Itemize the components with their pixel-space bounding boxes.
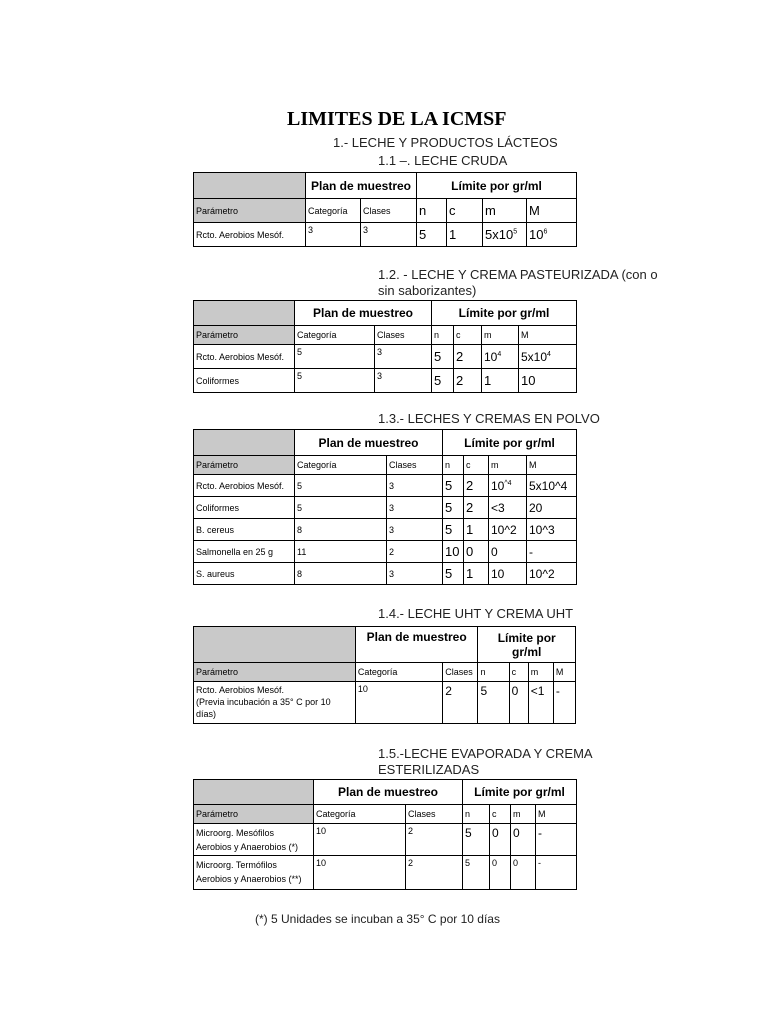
col-m-upper: M — [519, 326, 577, 345]
cat-cell: 10 — [314, 856, 406, 890]
m-cell: $10^{\^{}4}$ — [489, 475, 527, 497]
clases-cell: 3 — [387, 475, 443, 497]
c-cell: 0 — [490, 824, 511, 856]
table-leches-polvo — [193, 429, 577, 585]
clases-cell: 3 — [387, 497, 443, 519]
table-row — [194, 519, 577, 541]
c-cell: 1 — [464, 519, 489, 541]
clases-cell: 2 — [406, 856, 463, 890]
n-cell: 5 — [432, 369, 454, 393]
col-n: n — [443, 456, 464, 475]
table3-heading: 1.3.- LECHES Y CREMAS EN POLVO — [378, 411, 600, 426]
param-cell: B. cereus — [194, 519, 295, 541]
plan-header: Plan de muestreo — [295, 430, 443, 456]
param-cell: Salmonella en 25 g — [194, 541, 295, 563]
cat-cell: 10 — [355, 682, 442, 724]
param-cell: Coliformes — [194, 497, 295, 519]
plan-header: Plan de muestreo — [295, 301, 432, 326]
M-cell: 5x10^4 — [527, 475, 577, 497]
col-m-lower: m — [482, 326, 519, 345]
cat-cell: 11 — [295, 541, 387, 563]
col-m-upper: M — [553, 663, 575, 682]
col-m-lower: m — [511, 805, 536, 824]
col-m-lower: m — [489, 456, 527, 475]
col-categoria: Categoría — [295, 326, 375, 345]
c-cell: 0 — [490, 856, 511, 890]
param-cell: Microorg. Mesófilos Aerobios y Anaerobios (*) — [194, 824, 314, 856]
c-cell: 0 — [509, 682, 528, 724]
plan-header: Plan de muestreo — [306, 173, 417, 199]
col-clases: Clases — [443, 663, 478, 682]
cat-cell: 5 — [295, 345, 375, 369]
m-cell: $10^4$ — [482, 345, 519, 369]
col-clases: Clases — [406, 805, 463, 824]
M-cell: 10^3 — [527, 519, 577, 541]
m-cell: <1 — [528, 682, 553, 724]
limite-header: Límite por gr/ml — [432, 301, 577, 326]
header-blank — [194, 173, 306, 199]
plan-header: Plan de muestreo — [355, 627, 478, 663]
clases-cell: 3 — [361, 223, 417, 247]
col-c: c — [509, 663, 528, 682]
param-cell: Rcto. Aerobios Mesóf. — [194, 345, 295, 369]
n-cell: 5 — [463, 824, 490, 856]
M-cell: - — [536, 856, 577, 890]
table5-heading: 1.5.-LECHE EVAPORADA Y CREMA ESTERILIZADAS — [378, 746, 593, 777]
table-row — [194, 563, 577, 585]
table1-heading: 1.1 –. LECHE CRUDA — [378, 153, 508, 168]
table-leche-cruda — [193, 172, 577, 247]
col-clases: Clases — [387, 456, 443, 475]
table-row — [194, 369, 577, 393]
footnote: (*) 5 Unidades se incuban a 35° C por 10 días — [255, 912, 500, 926]
col-m-upper: M — [536, 805, 577, 824]
m-cell: <3 — [489, 497, 527, 519]
col-m-upper: M — [527, 199, 577, 223]
c-cell: 2 — [454, 345, 482, 369]
n-cell: 5 — [443, 519, 464, 541]
M-cell: 10 — [519, 369, 577, 393]
table-row — [194, 475, 577, 497]
c-cell: 2 — [464, 497, 489, 519]
clases-cell: 2 — [387, 541, 443, 563]
table-leche-evaporada — [193, 779, 577, 890]
table2-heading: 1.2. - LECHE Y CREMA PASTEURIZADA (con o sin saborizantes) — [378, 267, 658, 298]
col-parametro: Parámetro — [194, 199, 306, 223]
n-cell: 5 — [443, 475, 464, 497]
m-cell: 0 — [511, 824, 536, 856]
col-categoria: Categoría — [306, 199, 361, 223]
cat-cell: 8 — [295, 563, 387, 585]
col-n: n — [463, 805, 490, 824]
col-n: n — [432, 326, 454, 345]
col-c: c — [490, 805, 511, 824]
c-cell: 2 — [464, 475, 489, 497]
c-cell: 2 — [454, 369, 482, 393]
param-cell: S. aureus — [194, 563, 295, 585]
col-categoria: Categoría — [355, 663, 442, 682]
n-cell: 5 — [417, 223, 447, 247]
col-clases: Clases — [361, 199, 417, 223]
limite-header: Límite por gr/ml — [417, 173, 577, 199]
m-cell: 10^2 — [489, 519, 527, 541]
col-parametro: Parámetro — [194, 456, 295, 475]
table-row — [194, 345, 577, 369]
cat-cell: 5 — [295, 497, 387, 519]
cat-cell: 10 — [314, 824, 406, 856]
clases-cell: 3 — [375, 345, 432, 369]
col-n: n — [417, 199, 447, 223]
col-c: c — [464, 456, 489, 475]
col-categoria: Categoría — [314, 805, 406, 824]
table-row — [194, 497, 577, 519]
table-leche-uht — [193, 626, 576, 724]
M-cell: 10^2 — [527, 563, 577, 585]
col-m-upper: M — [527, 456, 577, 475]
m-cell: 0 — [489, 541, 527, 563]
param-cell: Coliformes — [194, 369, 295, 393]
page-title: LIMITES DE LA ICMSF — [287, 108, 507, 130]
cat-cell: 3 — [306, 223, 361, 247]
c-cell: 1 — [464, 563, 489, 585]
n-cell: 10 — [443, 541, 464, 563]
M-cell: $10^6$ — [527, 223, 577, 247]
col-m-lower: m — [528, 663, 553, 682]
n-cell: 5 — [443, 563, 464, 585]
c-cell: 0 — [464, 541, 489, 563]
n-cell: 5 — [478, 682, 509, 724]
clases-cell: 2 — [443, 682, 478, 724]
table-row — [194, 541, 577, 563]
col-parametro: Parámetro — [194, 326, 295, 345]
M-cell: $5x10^4$ — [519, 345, 577, 369]
cat-cell: 5 — [295, 475, 387, 497]
M-cell: - — [553, 682, 575, 724]
table-row — [194, 223, 577, 247]
m-cell: 10 — [489, 563, 527, 585]
m-cell: 0 — [511, 856, 536, 890]
table-row — [194, 824, 577, 856]
table4-heading: 1.4.- LECHE UHT Y CREMA UHT — [378, 606, 574, 621]
m-cell: $5x10^5$ — [483, 223, 527, 247]
table-row — [194, 682, 576, 724]
col-categoria: Categoría — [295, 456, 387, 475]
limite-header: Límite por gr/ml — [463, 780, 577, 805]
param-cell: Rcto. Aerobios Mesóf. — [194, 475, 295, 497]
n-cell: 5 — [463, 856, 490, 890]
clases-cell: 3 — [375, 369, 432, 393]
col-c: c — [454, 326, 482, 345]
n-cell: 5 — [432, 345, 454, 369]
clases-cell: 3 — [387, 519, 443, 541]
n-cell: 5 — [443, 497, 464, 519]
clases-cell: 3 — [387, 563, 443, 585]
param-cell: Rcto. Aerobios Mesóf. (Previa incubación a 35° C por 10 días) — [194, 682, 356, 724]
cat-cell: 8 — [295, 519, 387, 541]
col-m-lower: m — [483, 199, 527, 223]
col-parametro: Parámetro — [194, 663, 356, 682]
col-clases: Clases — [375, 326, 432, 345]
col-n: n — [478, 663, 509, 682]
param-cell: Microorg. Termófilos Aerobios y Anaerobios (**) — [194, 856, 314, 890]
col-parametro: Parámetro — [194, 805, 314, 824]
cat-cell: 5 — [295, 369, 375, 393]
col-c: c — [447, 199, 483, 223]
param-cell: Rcto. Aerobios Mesóf. — [194, 223, 306, 247]
section-heading: 1.- LECHE Y PRODUCTOS LÁCTEOS — [333, 135, 558, 150]
c-cell: 1 — [447, 223, 483, 247]
M-cell: - — [536, 824, 577, 856]
table-row — [194, 856, 577, 890]
m-cell: 1 — [482, 369, 519, 393]
M-cell: 20 — [527, 497, 577, 519]
limite-header: Límite por gr/ml — [443, 430, 577, 456]
limite-header: Límite por gr/ml — [478, 627, 576, 663]
plan-header: Plan de muestreo — [314, 780, 463, 805]
table-leche-pasteurizada — [193, 300, 577, 393]
clases-cell: 2 — [406, 824, 463, 856]
M-cell: - — [527, 541, 577, 563]
